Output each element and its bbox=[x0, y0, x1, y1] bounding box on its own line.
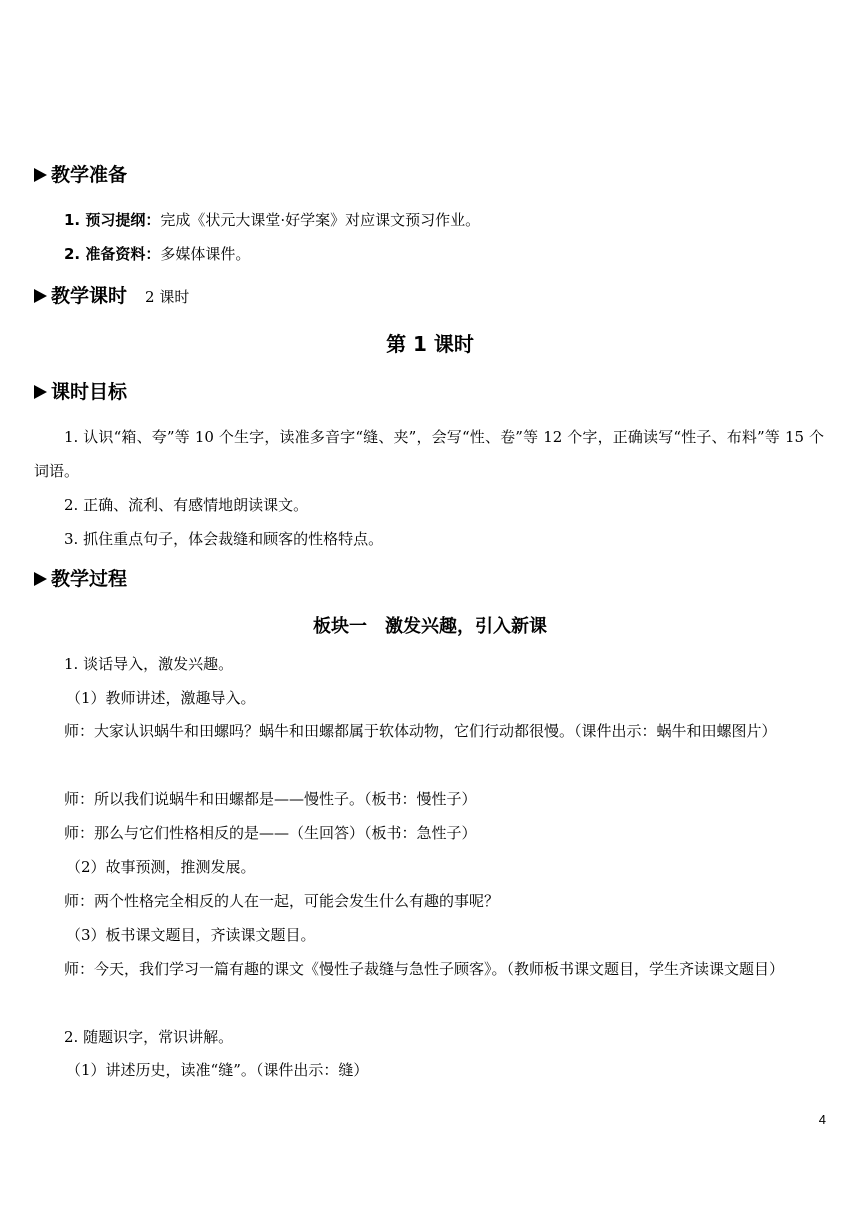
heading-teaching-prep: 教学准备 bbox=[34, 163, 127, 187]
body-line: 师：所以我们说蜗牛和田螺都是——慢性子。（板书：慢性子） bbox=[64, 790, 477, 808]
block-title: 板块一 激发兴趣，引入新课 bbox=[313, 616, 547, 637]
heading-lesson-goals: 课时目标 bbox=[34, 380, 127, 404]
page-number: 4 bbox=[818, 1112, 826, 1127]
body-line: 师：两个性格完全相反的人在一起，可能会发生什么有趣的事呢？ bbox=[64, 892, 500, 910]
triangle-bullet-icon bbox=[34, 168, 47, 182]
prep-item-2: 2. 准备资料：多媒体课件。 bbox=[64, 245, 251, 263]
body-line: 师：那么与它们性格相反的是——（生回答）（板书：急性子） bbox=[64, 824, 477, 842]
body-line: （1）教师讲述，激趣导入。 bbox=[66, 689, 256, 707]
triangle-bullet-icon bbox=[34, 385, 47, 399]
triangle-bullet-icon bbox=[34, 572, 47, 586]
body-paragraph: 师：今天，我们学习一篇有趣的课文《慢性子裁缝与急性子顾客》。（教师板书课文题目，学生齐读课文题目） bbox=[64, 960, 785, 978]
goal-2: 2. 正确、流利、有感情地朗读课文。 bbox=[64, 496, 309, 514]
body-line: 2. 随题识字，常识讲解。 bbox=[64, 1028, 234, 1046]
body-line: （3）板书课文题目，齐读课文题目。 bbox=[66, 926, 316, 944]
prep-item-1: 1. 预习提纲：完成《状元大课堂·好学案》对应课文预习作业。 bbox=[64, 211, 481, 229]
body-paragraph: 师：大家认识蜗牛和田螺吗？蜗牛和田螺都属于软体动物，它们行动都很慢。（课件出示：蜗牛和田螺图片） bbox=[64, 722, 777, 740]
goal-1: 1. 认识“箱、夸”等 10 个生字，读准多音字“缝、夹”，会写“性、卷”等 12 个字，正确读写“性子、布料”等 15 个词语。 bbox=[34, 428, 824, 480]
lesson-title: 第 1 课时 bbox=[386, 332, 474, 356]
heading-teaching-process: 教学过程 bbox=[34, 567, 127, 591]
body-line: 1. 谈话导入，激发兴趣。 bbox=[64, 655, 234, 673]
heading-teaching-hours: 教学课时 2 课时 bbox=[34, 284, 189, 309]
body-line: （2）故事预测，推测发展。 bbox=[66, 858, 256, 876]
goal-3: 3. 抓住重点句子，体会裁缝和顾客的性格特点。 bbox=[64, 530, 384, 548]
body-line: （1）讲述历史，读准“缝”。（课件出示：缝） bbox=[66, 1061, 369, 1079]
triangle-bullet-icon bbox=[34, 289, 47, 303]
